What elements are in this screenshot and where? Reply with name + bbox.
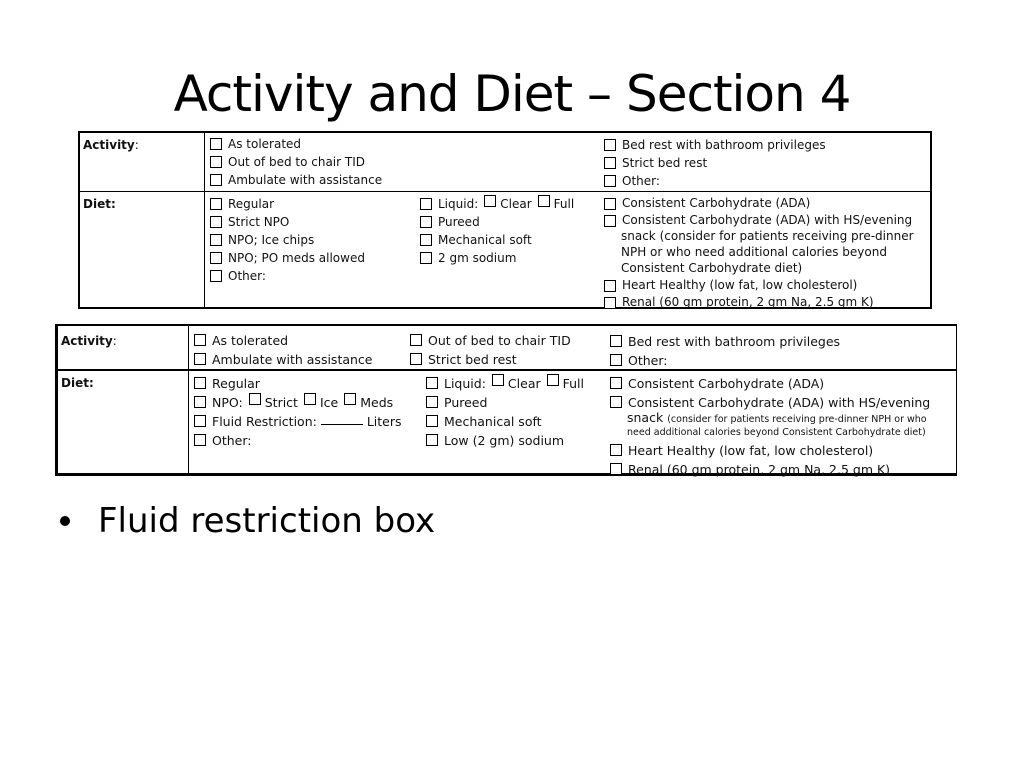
checkbox[interactable] — [604, 175, 616, 187]
diet-col3 — [610, 374, 930, 479]
option-fluid-restriction[interactable]: Fluid Restriction: Liters — [194, 412, 402, 431]
option-regular[interactable]: Regular — [210, 195, 365, 213]
checkbox[interactable] — [420, 252, 432, 264]
option-heart-healthy[interactable]: Heart Healthy (low fat, low cholesterol) — [610, 441, 930, 460]
option-npo-po-meds[interactable]: NPO; PO meds allowed — [210, 249, 365, 267]
diet-label: Diet: — [61, 376, 94, 390]
checkbox[interactable] — [194, 334, 206, 346]
option-pureed[interactable]: Pureed — [426, 393, 584, 412]
checkbox-full[interactable] — [547, 374, 559, 386]
activity-col3 — [604, 136, 826, 190]
option-mechanical-soft[interactable]: Mechanical soft — [420, 231, 574, 249]
checkbox[interactable] — [210, 234, 222, 246]
option-renal[interactable]: Renal (60 gm protein, 2 gm Na, 2.5 gm K) — [610, 460, 930, 479]
activity-row — [80, 133, 930, 191]
checkbox[interactable] — [426, 377, 438, 389]
checkbox[interactable] — [610, 335, 622, 347]
option-regular[interactable]: Regular — [194, 374, 402, 393]
option-out-of-bed[interactable]: Out of bed to chair TID — [210, 153, 382, 171]
checkbox[interactable] — [210, 174, 222, 186]
option-as-tolerated[interactable]: As tolerated — [194, 331, 373, 350]
bullet-text: Fluid restriction box — [98, 501, 436, 541]
option-consistent-carb-hs[interactable]: Consistent Carbohydrate (ADA) with HS/evening — [604, 212, 914, 228]
diet-col1 — [194, 374, 402, 450]
option-strict-npo[interactable]: Strict NPO — [210, 213, 365, 231]
checkbox[interactable] — [210, 252, 222, 264]
checkbox[interactable] — [194, 377, 206, 389]
checkbox[interactable] — [210, 138, 222, 150]
option-bed-rest-bathroom[interactable]: Bed rest with bathroom privileges — [604, 136, 826, 154]
checkbox[interactable] — [420, 198, 432, 210]
option-strict-bed-rest[interactable]: Strict bed rest — [410, 350, 571, 369]
form-new — [55, 324, 957, 476]
checkbox[interactable] — [426, 415, 438, 427]
activity-label: Activity: — [83, 138, 139, 152]
option-renal[interactable]: Renal (60 gm protein, 2 gm Na, 2.5 gm K) — [604, 294, 914, 311]
activity-col1 — [210, 135, 382, 189]
diet-col1 — [210, 195, 365, 285]
diet-col2 — [426, 374, 584, 450]
bullet-point — [60, 497, 435, 545]
diet-col3 — [604, 195, 914, 311]
option-consistent-carb-hs[interactable]: Consistent Carbohydrate (ADA) with HS/evening — [610, 393, 930, 412]
checkbox[interactable] — [420, 234, 432, 246]
checkbox[interactable] — [610, 444, 622, 456]
checkbox[interactable] — [410, 334, 422, 346]
option-activity-other[interactable]: Other: — [610, 351, 840, 370]
activity-col3 — [610, 332, 840, 370]
checkbox[interactable] — [604, 280, 616, 292]
checkbox[interactable] — [610, 396, 622, 408]
checkbox-full[interactable] — [538, 195, 550, 207]
option-2gm-sodium[interactable]: 2 gm sodium — [420, 249, 574, 267]
option-as-tolerated[interactable]: As tolerated — [210, 135, 382, 153]
option-consistent-carb[interactable]: Consistent Carbohydrate (ADA) — [604, 195, 914, 212]
diet-row — [80, 191, 930, 309]
checkbox-clear[interactable] — [484, 195, 496, 207]
option-pureed[interactable]: Pureed — [420, 213, 574, 231]
option-consistent-carb[interactable]: Consistent Carbohydrate (ADA) — [610, 374, 930, 393]
option-diet-other[interactable]: Other: — [194, 431, 402, 450]
form-old — [78, 131, 932, 309]
option-npo-ice-chips[interactable]: NPO; Ice chips — [210, 231, 365, 249]
checkbox[interactable] — [210, 270, 222, 282]
diet-label: Diet: — [83, 197, 116, 211]
checkbox[interactable] — [410, 353, 422, 365]
checkbox[interactable] — [194, 415, 206, 427]
activity-label: Activity: — [61, 334, 117, 348]
bullet-icon — [60, 516, 70, 526]
checkbox-npo-strict[interactable] — [249, 393, 261, 405]
checkbox[interactable] — [426, 434, 438, 446]
diet-col2 — [420, 195, 574, 267]
activity-col2 — [410, 331, 571, 369]
fluid-restriction-blank[interactable] — [321, 412, 363, 425]
checkbox[interactable] — [194, 396, 206, 408]
option-strict-bed-rest[interactable]: Strict bed rest — [604, 154, 826, 172]
checkbox-npo-ice[interactable] — [304, 393, 316, 405]
diet-row — [58, 371, 956, 477]
option-heart-healthy[interactable]: Heart Healthy (low fat, low cholesterol) — [604, 277, 914, 294]
option-liquid[interactable]: Liquid: Clear Full — [420, 195, 574, 213]
option-out-of-bed[interactable]: Out of bed to chair TID — [410, 331, 571, 350]
checkbox[interactable] — [604, 297, 616, 309]
checkbox[interactable] — [210, 216, 222, 228]
checkbox-clear[interactable] — [492, 374, 504, 386]
checkbox[interactable] — [604, 198, 616, 210]
checkbox[interactable] — [194, 353, 206, 365]
checkbox[interactable] — [210, 198, 222, 210]
slide-title: Activity and Diet – Section 4 — [173, 65, 851, 123]
checkbox[interactable] — [610, 463, 622, 475]
option-mechanical-soft[interactable]: Mechanical soft — [426, 412, 584, 431]
option-diet-other[interactable]: Other: — [210, 267, 365, 285]
option-bed-rest-bathroom[interactable]: Bed rest with bathroom privileges — [610, 332, 840, 351]
option-ambulate[interactable]: Ambulate with assistance — [210, 171, 382, 189]
option-activity-other[interactable]: Other: — [604, 172, 826, 190]
activity-col1 — [194, 331, 373, 369]
consistent-carb-hs-note: snack (consider for patients receiving pre-dinner NPH or who need additional calories beyond Consistent Carbohydrate diet) — [621, 229, 914, 275]
checkbox[interactable] — [604, 215, 616, 227]
option-ambulate[interactable]: Ambulate with assistance — [194, 350, 373, 369]
option-low-sodium[interactable]: Low (2 gm) sodium — [426, 431, 584, 450]
option-npo[interactable]: NPO: Strict Ice Meds — [194, 393, 402, 412]
checkbox[interactable] — [426, 396, 438, 408]
checkbox[interactable] — [194, 434, 206, 446]
checkbox-npo-meds[interactable] — [344, 393, 356, 405]
checkbox[interactable] — [420, 216, 432, 228]
consistent-carb-hs-note: snack (consider for patients receiving pre-dinner NPH or who need additional calories beyond Consistent Carbohydrate diet) — [627, 410, 927, 438]
checkbox[interactable] — [604, 139, 616, 151]
activity-row — [58, 326, 956, 371]
checkbox[interactable] — [610, 377, 622, 389]
checkbox[interactable] — [604, 157, 616, 169]
checkbox[interactable] — [610, 354, 622, 366]
checkbox[interactable] — [210, 156, 222, 168]
option-liquid[interactable]: Liquid: Clear Full — [426, 374, 584, 393]
